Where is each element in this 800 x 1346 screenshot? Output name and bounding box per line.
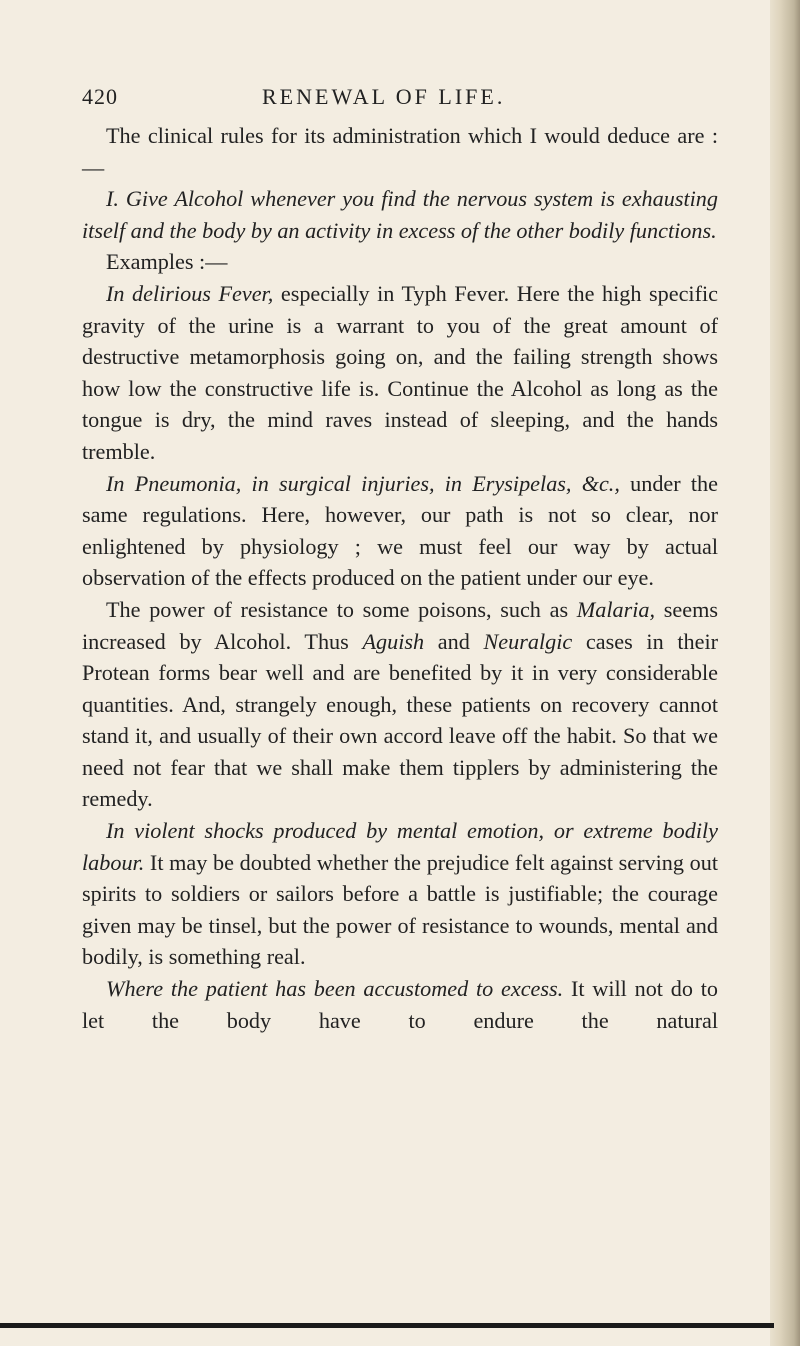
paragraph-shocks [82, 815, 718, 973]
paragraph-fever [82, 278, 718, 468]
excess-lead: Where the patient has been accustomed to excess. [106, 976, 564, 1002]
paragraph-pneumonia [82, 468, 718, 594]
excess-text: It will not do to let the body have to endure the natural [82, 976, 718, 1033]
malaria-text-b: seems increased by Alcohol. Thus [82, 596, 718, 654]
malaria-text-d: cases in their Protean forms bear well and are benefited by it in very considerable quantities. And, strangely enough, these patients on recovery cannot stand it, and usually of their own accord leave off the habit. So that we need not fear that we shall make them tipplers by administering the remedy. [82, 628, 718, 812]
paragraph-intro-text: The clinical rules for its administration which I would deduce are :— [82, 123, 718, 180]
running-title: RENEWAL OF LIFE. [262, 84, 506, 109]
shocks-text: It may be doubted whether the prejudice felt against serving out spirits to soldiers or sailors before a battle is justifiable; the courage given may be tinsel, but the power of resistance to wounds, mental and bodily, is something real. [82, 849, 718, 970]
fever-lead: In delirious Fever, [106, 280, 274, 306]
rule-text: I. Give Alcohol whenever you find the nervous system is exhausting itself and the body by an activity in excess of the other bodily functions. [82, 186, 718, 243]
pneumonia-text: under the same regulations. Here, however, our path is not so clear, nor enlightened by physiology ; we must feel our way by actual observation of the effects produced on the patient under our eye. [82, 470, 718, 591]
pneumonia-lead: In Pneumonia, in surgical injuries, in Erysipelas, &c., [106, 470, 620, 496]
page-edge-shadow [770, 0, 800, 1346]
malaria-term: Malaria, [576, 596, 656, 622]
paragraph-rule [82, 183, 718, 246]
neuralgic-term: Neuralgic [483, 628, 573, 654]
paragraph-excess [82, 973, 718, 1036]
fever-text: especially in Typh Fever. Here the high specific gravity of the urine is a warrant to you of the great amount of destructive metamorphosis going on, and the failing strength shows how low the constructive life is. Continue the Alcohol as long as the tongue is dry, the mind raves instead of sleeping, and the hands tremble. [82, 280, 718, 464]
paragraph-examples [82, 246, 718, 278]
paragraph-intro [82, 120, 718, 183]
examples-label: Examples :— [106, 249, 228, 275]
page-number: 420 [82, 84, 118, 109]
paragraph-malaria [82, 594, 718, 815]
aguish-term: Aguish [362, 628, 425, 654]
shocks-lead: In violent shocks produced by mental emotion, or extreme bodily labour. [82, 818, 718, 875]
malaria-text-c: and [424, 628, 484, 654]
running-header [82, 84, 718, 116]
body-text [82, 120, 718, 1036]
malaria-text-a: The power of resistance to some poisons, such as [106, 596, 577, 622]
page-bottom-edge [0, 1323, 774, 1328]
